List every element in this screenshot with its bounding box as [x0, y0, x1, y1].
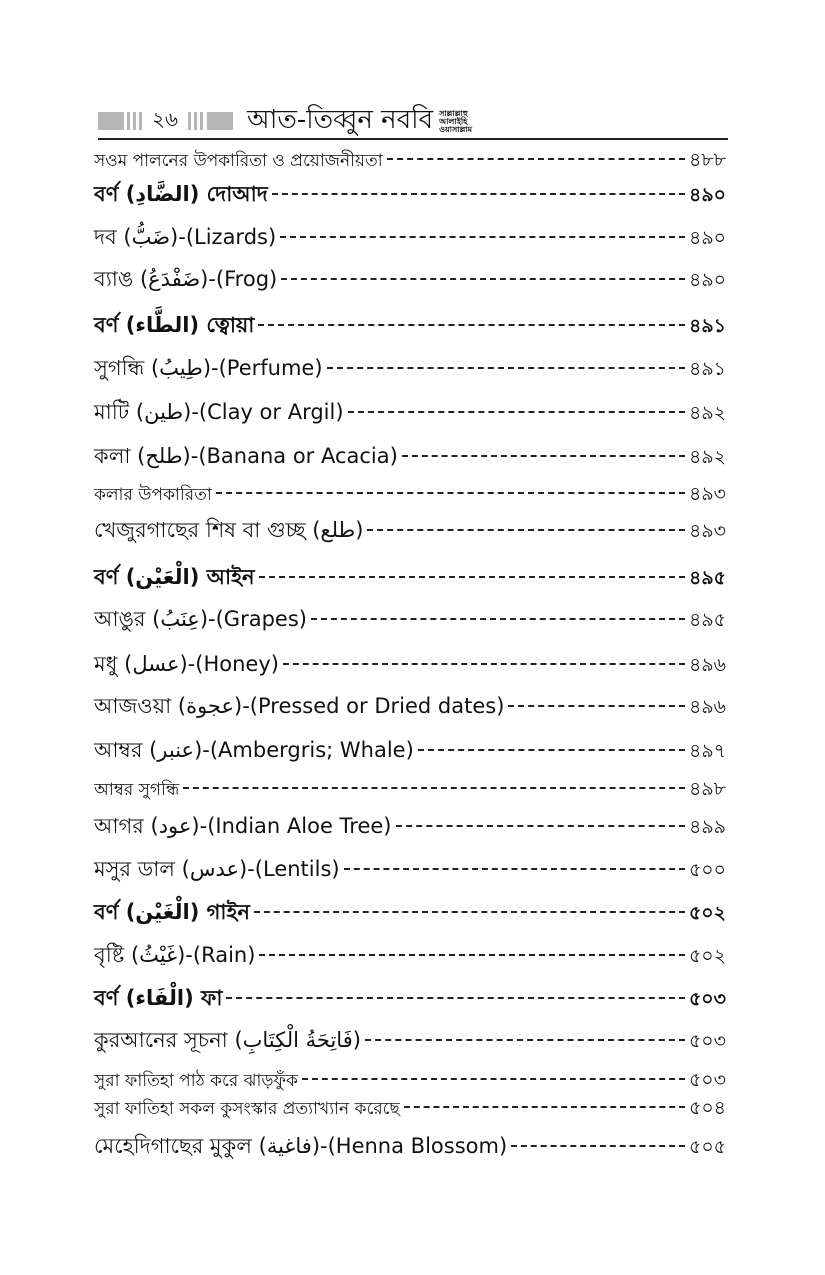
toc-entry	[94, 690, 726, 725]
dot-leader	[402, 455, 685, 457]
toc-entry	[94, 1130, 726, 1165]
honorific-line: ওয়াসাল্লাম	[439, 124, 473, 134]
toc-entry	[94, 309, 726, 344]
toc-entry-title: বর্ণ (الضَّادِ) দোআদ	[94, 182, 268, 206]
toc-entry-title: বর্ণ (الطَّاء) ত্বোয়া	[94, 313, 255, 337]
dot-leader	[272, 193, 685, 195]
dot-leader	[311, 618, 685, 620]
toc-entry-page: ৪৯১	[689, 315, 726, 337]
toc-entry-page: ৪৯২	[688, 446, 726, 468]
dot-leader	[508, 705, 685, 707]
toc-entry-title: আম্বর (عنبر)-(Ambergris; Whale)	[94, 738, 414, 762]
toc-entry	[94, 263, 726, 298]
toc-entry-title: মধু (عسل)-(Honey)	[94, 652, 279, 676]
toc-entry-page: ৪৯১	[689, 358, 726, 380]
toc-entry	[94, 178, 726, 213]
toc-entry-title: খেজুরগাছের শিষ বা গুচ্ছ (طلع)	[94, 518, 364, 542]
header-ornament-left	[98, 112, 142, 130]
page-number: ২৬	[152, 106, 179, 131]
toc-entry-title: কুরআনের সূচনা (فَاتِحَةُ الْكِتَابِ)	[94, 1028, 361, 1052]
toc-entry-page: ৫০২	[688, 902, 726, 924]
toc-entry-page: ৪৯৫	[689, 609, 726, 631]
dot-leader	[280, 236, 685, 238]
toc-entry	[94, 982, 726, 1017]
dot-leader	[259, 954, 685, 956]
dot-leader	[216, 492, 685, 494]
toc-entry-title: সুগন্ধি (طِيبُ)-(Perfume)	[94, 356, 323, 380]
toc-entry-title: বর্ণ (الْغَيْن) গাইন	[94, 900, 250, 924]
toc-entry-page: ৪৮৮	[689, 149, 726, 171]
dot-leader	[396, 825, 686, 827]
toc-entry-page: ৫০৪	[688, 1097, 726, 1119]
dot-leader	[418, 749, 685, 751]
dot-leader	[344, 868, 685, 870]
dot-leader	[283, 663, 685, 665]
toc-entry	[94, 648, 726, 683]
dot-leader	[365, 1039, 685, 1041]
dot-leader	[281, 278, 685, 280]
toc-entry-title: মাটি (طين)-(Clay or Argil)	[94, 400, 344, 424]
header-rule	[98, 138, 728, 140]
toc-entry-title: মসুর ডাল (عدس)-(Lentils)	[94, 857, 340, 881]
toc-entry	[94, 1024, 726, 1059]
book-title: আত-তিব্বুন নববি	[247, 105, 434, 135]
toc-entry-title: বৃষ্টি (غَيْثُ)-(Rain)	[94, 943, 256, 967]
toc-entry-title: আজওয়া (عجوة)-(Pressed or Dried dates)	[94, 694, 505, 718]
toc-entry	[94, 853, 726, 888]
toc-entry-page: ৫০৫	[688, 1136, 726, 1158]
toc-entry-page: ৪৯৫	[689, 567, 726, 589]
toc-entry	[94, 734, 726, 769]
toc-entry	[94, 1094, 726, 1126]
toc-entry-title: সওম পালনের উপকারিতা ও প্রয়োজনীয়তা	[94, 151, 383, 171]
toc-entry-page: ৪৯৯	[689, 816, 726, 838]
honorific-mark	[439, 109, 472, 133]
toc-entry-title: ব্যাঙ (ضَفْدَعُ)-(Frog)	[94, 267, 278, 291]
toc-entry	[94, 440, 726, 475]
honorific-line: আলাইহি	[439, 116, 468, 126]
dot-leader	[254, 911, 685, 913]
toc-entry-page: ৫০০	[688, 859, 726, 881]
toc-entry-title: আগর (عود)-(Indian Aloe Tree)	[94, 814, 392, 838]
toc-entry-page: ৪৯৮	[689, 778, 726, 800]
toc-entry-page: ৪৯০	[688, 269, 726, 291]
toc-entry	[94, 939, 726, 974]
toc-entry-title: কলার উপকারিতা	[94, 485, 212, 505]
toc-entry	[94, 603, 726, 638]
toc-entry	[94, 896, 726, 931]
toc-entry-title: কলা (طلح)-(Banana or Acacia)	[94, 444, 398, 468]
toc-entry-title: দব (ضَبُّ)-(Lizards)	[94, 225, 277, 249]
dot-leader	[183, 787, 685, 789]
toc-entry-page: ৪৯৭	[688, 740, 726, 762]
toc-entry-page: ৪৯৩	[688, 520, 726, 542]
toc-entry	[94, 810, 726, 845]
dot-leader	[404, 1106, 685, 1108]
toc-entry-page: ৪৯০	[688, 184, 726, 206]
running-header	[98, 104, 728, 138]
honorific-line: সাল্লাল্লাহু	[439, 108, 468, 118]
toc-entry-title: বর্ণ (الْفَاء) ফা	[94, 986, 223, 1010]
dot-leader	[259, 576, 685, 578]
dot-leader	[511, 1145, 685, 1147]
toc-entry-page: ৪৯০	[688, 227, 726, 249]
toc-entry	[94, 221, 726, 256]
toc-entry	[94, 352, 726, 387]
toc-entry	[94, 514, 726, 549]
toc-entry-page: ৫০২	[688, 945, 726, 967]
dot-leader	[302, 1078, 685, 1080]
dot-leader	[367, 529, 685, 531]
dot-leader	[327, 367, 685, 369]
dot-leader	[387, 158, 685, 160]
header-ornament-right	[188, 112, 233, 130]
dot-leader	[258, 324, 685, 326]
toc-entry	[94, 146, 726, 178]
toc-entry-page: ৪৯৬	[688, 696, 726, 718]
toc-entry	[94, 480, 726, 512]
toc-entry-title: সুরা ফাতিহা সকল কুসংস্কার প্রত্যাখ্যান করেছে	[94, 1099, 400, 1119]
toc-entry	[94, 561, 726, 596]
toc-entry-page: ৫০৩	[688, 1069, 726, 1091]
toc-entry-page: ৫০৩	[688, 988, 726, 1010]
toc-entry-page: ৪৯২	[688, 402, 726, 424]
toc-entry-page: ৪৯৬	[688, 654, 726, 676]
toc-entry	[94, 396, 726, 431]
dot-leader	[348, 411, 685, 413]
toc-entry-title: বর্ণ (الْعَيْن) আইন	[94, 565, 255, 589]
toc-entry-page: ৪৯৩	[688, 483, 726, 505]
dot-leader	[226, 997, 684, 999]
toc-entry-title: মেহেদিগাছের মুকুল (فاغية)-(Henna Blossom)	[94, 1134, 508, 1158]
toc-entry-page: ৫০৩	[688, 1030, 726, 1052]
toc-entry-title: সুরা ফাতিহা পাঠ করে ঝাড়ফুঁক	[94, 1071, 298, 1091]
toc-entry-title: আম্বর সুগন্ধি	[94, 780, 180, 800]
toc-entry	[94, 775, 726, 807]
toc-entry-title: আঙুর (عِنَبُ)-(Grapes)	[94, 607, 307, 631]
